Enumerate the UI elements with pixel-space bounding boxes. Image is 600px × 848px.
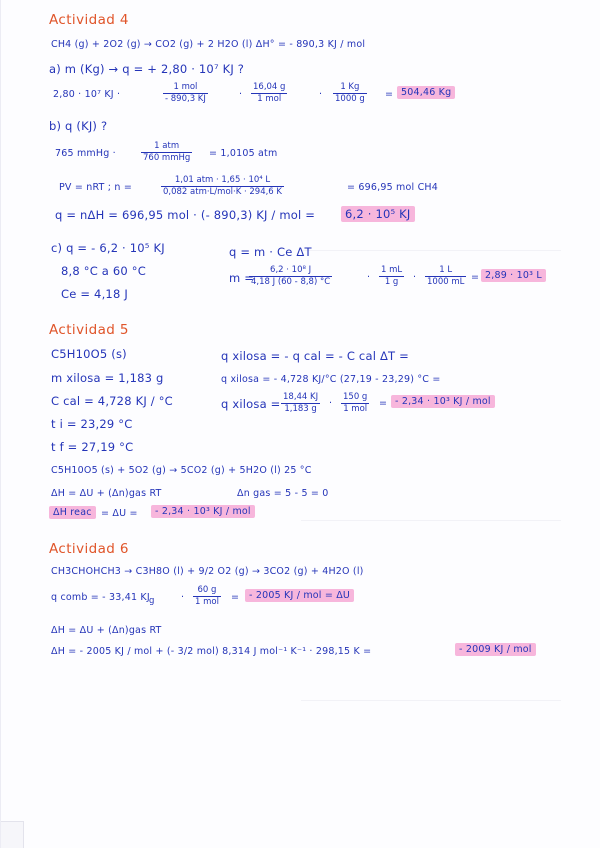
heat-balance-values: q xilosa = - 4,728 KJ/°C (27,19 - 23,29) °C = (221, 374, 441, 385)
fraction-numerator: 1,01 atm · 1,65 · 10⁴ L (161, 175, 284, 187)
heat-formula: q = m · Ce ΔT (229, 245, 312, 259)
pressure-calc-start: 765 mmHg · (55, 148, 116, 159)
fraction-ml-per-g (379, 265, 404, 288)
fraction-denominator: 4,18 J (60 - 8,8) °C (251, 277, 331, 287)
result-molar-heat: - 2,34 · 10³ KJ / mol (391, 396, 495, 408)
reaction-equation: CH4 (g) + 2O2 (g) → CO2 (g) + 2 H2O (l) ΔH° = - 890,3 KJ / mol (51, 39, 366, 50)
calc-a-start: 2,80 · 10⁷ KJ · (53, 89, 121, 100)
xylose-mass: m xilosa = 1,183 g (51, 371, 164, 385)
fraction-denominator: 0,082 atm·L/mol·K · 294,6 K (163, 187, 282, 197)
combustion-heat-start: q comb = - 33,41 KJ (51, 592, 150, 603)
fraction-numerator: 1 Kg (333, 82, 367, 94)
ruled-line (301, 700, 561, 701)
page-corner (1, 821, 24, 848)
equals-delta-u: = ΔU = (101, 508, 138, 519)
fraction-kg-per-g (333, 82, 367, 105)
pressure-result: = 1,0105 atm (209, 148, 278, 159)
fraction-mol-per-kj (163, 82, 208, 105)
specific-heat: Ce = 4,18 J (61, 287, 128, 301)
ruled-line (301, 250, 561, 251)
fraction-denominator: 1,183 g (284, 404, 317, 414)
fraction-denominator: 1000 g (335, 94, 365, 104)
fraction-atm-per-mmhg (141, 141, 192, 164)
molar-heat-start: q xilosa = (221, 397, 281, 411)
fraction-molar-mass (251, 82, 287, 105)
fraction-denominator: 1 mol (343, 404, 368, 414)
fraction-numerator: 16,04 g (253, 82, 286, 92)
fraction-denominator: 1 g (384, 277, 399, 287)
fraction-denominator: 1000 mL (427, 277, 465, 287)
final-temperature: t f = 27,19 °C (51, 440, 134, 454)
result-combustion-heat: - 2005 KJ / mol = ΔU (245, 590, 354, 602)
section-title-actividad-5: Actividad 5 (49, 322, 129, 338)
multiply-sign: · (239, 89, 243, 100)
delta-h-reaction-label: ΔH reac (49, 507, 96, 519)
fraction-numerator: 1 atm (141, 141, 192, 153)
fraction-moles (161, 175, 284, 198)
final-enthalpy-calc: ΔH = - 2005 KJ / mol + (- 3/2 mol) 8,314 J mol⁻¹ K⁻¹ · 298,15 K = (51, 646, 372, 657)
heat-calc: q = nΔH = 696,95 mol · (- 890,3) KJ / mol = (55, 208, 316, 222)
fraction-l-per-ml (425, 265, 466, 288)
calorimeter-capacity: C cal = 4,728 KJ / °C (51, 394, 173, 408)
fraction-g-per-mol (341, 392, 369, 415)
result-a: 504,46 Kg (397, 87, 455, 99)
heat-balance: q xilosa = - q cal = - C cal ΔT = (221, 349, 409, 363)
result-delta-u: - 2,34 · 10³ KJ / mol (151, 506, 255, 518)
equals-sign: = (231, 592, 240, 603)
fraction-numerator: 1 mL (381, 265, 403, 275)
fraction-numerator: 18,44 KJ (283, 392, 319, 402)
fraction-denominator: 1 mol (257, 94, 282, 104)
section-title-actividad-4: Actividad 4 (49, 12, 129, 28)
temperature-range: 8,8 °C a 60 °C (61, 264, 146, 278)
question-c: c) q = - 6,2 · 10⁵ KJ (51, 241, 165, 255)
ideal-gas-law: PV = nRT ; n = (59, 182, 133, 193)
propanol-equation: CH3CHOHCH3 → C3H8O (l) + 9/2 O2 (g) → 3CO2 (g) + 4H2O (l) (51, 566, 364, 577)
multiply-sign: · (181, 592, 185, 603)
enthalpy-relation: ΔH = ΔU + (Δn)gas RT (51, 488, 162, 499)
mole-change: Δn gas = 5 - 5 = 0 (237, 488, 329, 499)
equals-sign: = (385, 89, 394, 100)
fraction-mass (249, 265, 332, 288)
fraction-denominator: - 890,3 KJ (165, 94, 206, 104)
enthalpy-relation-6: ΔH = ΔU + (Δn)gas RT (51, 625, 162, 636)
result-c: 2,89 · 10³ L (481, 270, 546, 282)
moles-result: = 696,95 mol CH4 (347, 182, 438, 193)
equals-sign: = (379, 398, 388, 409)
fraction-denominator: 760 mmHg (143, 153, 191, 163)
question-b: b) q (KJ) ? (49, 119, 108, 133)
section-title-actividad-6: Actividad 6 (49, 541, 129, 557)
multiply-sign: · (413, 272, 417, 283)
per-gram-denominator: g (149, 596, 155, 606)
multiply-sign: · (329, 398, 333, 409)
fraction-numerator: 1 L (425, 265, 466, 277)
combustion-equation: C5H10O5 (s) + 5O2 (g) → 5CO2 (g) + 5H2O (l) 25 °C (51, 465, 312, 476)
fraction-numerator: 1 mol (163, 82, 208, 94)
result-q: 6,2 · 10⁵ KJ (341, 208, 415, 220)
mass-calc-start: m = (229, 271, 255, 285)
compound-formula: C5H10O5 (s) (51, 347, 127, 361)
multiply-sign: · (319, 89, 323, 100)
question-a: a) m (Kg) → q = + 2,80 · 10⁷ KJ ? (49, 62, 245, 76)
multiply-sign: · (367, 272, 371, 283)
fraction-molar-mass-propanol (193, 585, 221, 608)
initial-temperature: t i = 23,29 °C (51, 417, 133, 431)
ruled-line (301, 520, 561, 521)
equals-sign: = (471, 272, 480, 283)
result-final-enthalpy: - 2009 KJ / mol (455, 644, 536, 656)
fraction-numerator: 6,2 · 10⁸ J (249, 265, 332, 277)
fraction-numerator: 60 g (193, 585, 221, 597)
fraction-numerator: 150 g (343, 392, 368, 402)
fraction-denominator: 1 mol (195, 597, 219, 607)
fraction-kj-per-g (281, 392, 320, 415)
